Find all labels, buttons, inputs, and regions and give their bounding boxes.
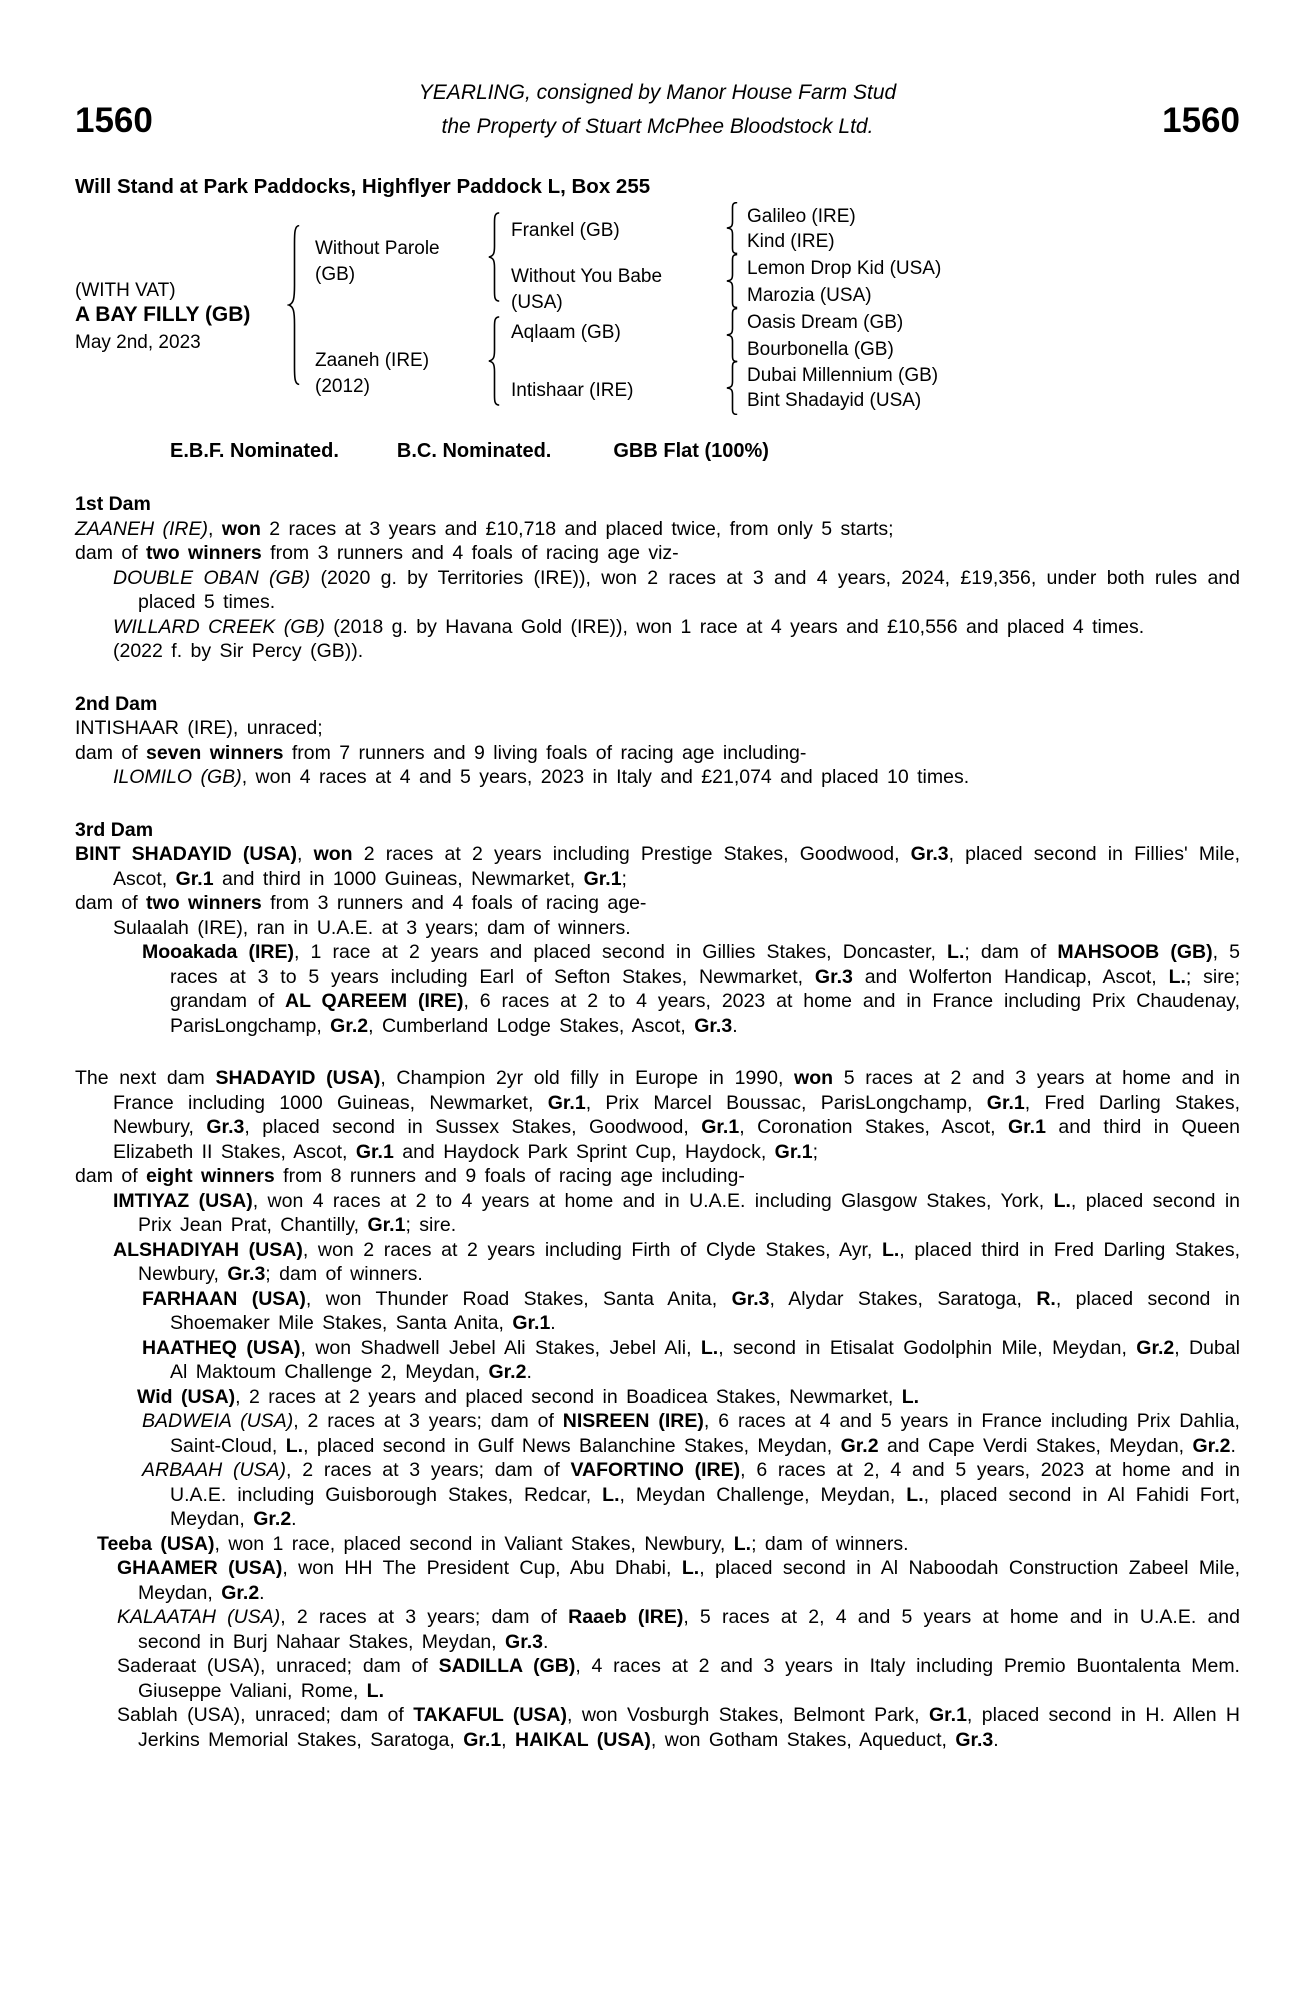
dam-race-record: BINT SHADAYID (USA), won 2 races at 2 years including Prestige Stakes, Goodwood, Gr.3, placed second in Fillies' Mile, Ascot, Gr.1 and third in 1000 Guineas, Newmarket, Gr.1; bbox=[75, 843, 1240, 890]
progeny-entry-ghaamer: GHAAMER (USA), won HH The President Cup, Abu Dhabi, L., placed second in Al Naboodah Construction Zabeel Mile, Meydan, Gr.2. bbox=[117, 1557, 1240, 1604]
lot-number-right: 1560 bbox=[1162, 101, 1240, 140]
next-dam-race-record: The next dam SHADAYID (USA), Champion 2yr old filly in Europe in 1990, won 5 races at 2 and 3 years at home and in France including 1000 Guineas, Newmarket, Gr.1, Prix Marcel Boussac, ParisLongchamp, Gr.1, Fred Darling Stakes, Newbury, Gr.3, placed second in Sussex Stakes, Goodwood, Gr.1, Coronation Stakes, Ascot, Gr.1 and third in Queen Elizabeth II Stakes, Ascot, Gr.1 and Haydock Park Sprint Cup, Haydock, Gr.1; bbox=[75, 1067, 1241, 1163]
sire-name bbox=[315, 236, 440, 288]
second-dam-section bbox=[75, 692, 1240, 790]
great-grandparent-name: Bint Shadayid (USA) bbox=[747, 390, 922, 411]
third-dam-heading: 3rd Dam bbox=[75, 818, 154, 841]
progeny-entry-imtiyaz: IMTIYAZ (USA), won 4 races at 2 to 4 years at home and in U.A.E. including Glasgow Stakes, York, L., placed second in Prix Jean Prat, Chantilly, Gr.1; sire. bbox=[113, 1189, 1241, 1236]
lot-number-left: 1560 bbox=[75, 101, 153, 140]
pedigree-brace-gg4 bbox=[725, 361, 740, 415]
vat-note: (WITH VAT) bbox=[75, 280, 176, 301]
progeny-entry-willard-creek: WILLARD CREEK (GB) (2018 g. by Havana Gold (IRE)), won 1 race at 4 years and £10,556 and placed 4 times. bbox=[113, 615, 1145, 638]
nominations-line bbox=[170, 439, 1240, 464]
dam-name-line1: Zaaneh (IRE) bbox=[315, 350, 430, 371]
header bbox=[75, 80, 1240, 154]
progeny-entry-sulaalah: Sulaalah (IRE), ran in U.A.E. at 3 years; dam of winners. bbox=[113, 916, 631, 939]
great-grandparent-name: Dubai Millennium (GB) bbox=[747, 365, 939, 386]
first-dam-section bbox=[75, 492, 1240, 664]
progeny-entry-sablah: Sablah (USA), unraced; dam of TAKAFUL (USA), won Vosburgh Stakes, Belmont Park, Gr.1, placed second in H. Allen H Jerkins Memorial Stakes, Saratoga, Gr.1, HAIKAL (USA), won Gotham Stakes, Aqueduct, Gr.3. bbox=[117, 1704, 1241, 1751]
next-dam-section bbox=[75, 1066, 1240, 1752]
subject-horse-name: A BAY FILLY (GB) bbox=[75, 303, 251, 326]
progeny-entry-arbaah: ARBAAH (USA), 2 races at 3 years; dam of VAFORTINO (IRE), 6 races at 2, 4 and 5 years, 2023 at home and in U.A.E. including Guisborough Stakes, Redcar, L., Meydan Challenge, Meydan, L., placed second in Al Fahidi Fort, Meydan, Gr.2. bbox=[142, 1459, 1240, 1530]
dam-dam-name: Intishaar (IRE) bbox=[511, 380, 634, 401]
sire-dam-name-line2: (USA) bbox=[511, 292, 563, 313]
sire-name-line2: (GB) bbox=[315, 264, 356, 285]
sire-dam-name-line1: Without You Babe bbox=[511, 266, 663, 287]
foaling-date: May 2nd, 2023 bbox=[75, 332, 201, 353]
progeny-entry-saderaat: Saderaat (USA), unraced; dam of SADILLA (GB), 4 races at 2 and 3 years in Italy including Premio Buontalenta Mem. Giuseppe Valiani, Rome, L. bbox=[117, 1655, 1240, 1702]
dam-race-record: ZAANEH (IRE), won 2 races at 3 years and £10,718 and placed twice, from only 5 starts; bbox=[75, 517, 894, 540]
property-line: the Property of Stuart McPhee Bloodstock Ltd. bbox=[441, 115, 874, 138]
dam-sire-name: Aqlaam (GB) bbox=[511, 322, 621, 343]
first-dam-heading: 1st Dam bbox=[75, 493, 151, 515]
progeny-entry-teeba: Teeba (USA), won 1 race, placed second in Valiant Stakes, Newbury, L.; dam of winners. bbox=[97, 1532, 909, 1555]
pedigree-brace-gg3 bbox=[725, 308, 740, 362]
pedigree-brace-subject bbox=[287, 224, 302, 386]
progeny-entry-alshadiyah: ALSHADIYAH (USA), won 2 races at 2 years including Firth of Clyde Stakes, Ayr, L., placed third in Fred Darling Stakes, Newbury, Gr.3; dam of winners. bbox=[113, 1238, 1240, 1285]
progeny-entry-wid: Wid (USA), 2 races at 2 years and placed second in Boadicea Stakes, Newmarket, L. bbox=[137, 1385, 920, 1408]
dam-produce-summary: dam of two winners from 3 runners and 4 foals of racing age viz- bbox=[75, 542, 679, 564]
pedigree-table bbox=[75, 199, 1240, 423]
pedigree-brace-gg1 bbox=[725, 202, 740, 254]
dam-produce-summary: dam of two winners from 3 runners and 4 foals of racing age- bbox=[75, 892, 647, 914]
progeny-entry-ilomilo: ILOMILO (GB), won 4 races at 4 and 5 years, 2023 in Italy and £21,074 and placed 10 times. bbox=[113, 766, 970, 788]
progeny-entry-double-oban: DOUBLE OBAN (GB) (2020 g. by Territories (IRE)), won 2 races at 3 and 4 years, 2024, £19,356, under both rules and placed 5 times. bbox=[113, 566, 1240, 613]
ebf-nominated-label: E.B.F. Nominated. bbox=[170, 440, 339, 462]
dam-produce-summary: dam of eight winners from 8 runners and 9 foals of racing age including- bbox=[75, 1165, 745, 1187]
second-dam-heading: 2nd Dam bbox=[75, 692, 158, 715]
sire-dam-name bbox=[511, 264, 662, 316]
progeny-entry-2022-filly: (2022 f. by Sir Percy (GB)). bbox=[113, 640, 364, 662]
progeny-entry-haatheq: HAATHEQ (USA), won Shadwell Jebel Ali Stakes, Jebel Ali, L., second in Etisalat Godolphin Mile, Meydan, Gr.2, Dubal Al Maktoum Challenge 2, Meydan, Gr.2. bbox=[142, 1336, 1240, 1383]
pedigree-brace-dam bbox=[487, 316, 502, 406]
dam-produce-summary: dam of seven winners from 7 runners and 9 living foals of racing age including- bbox=[75, 741, 807, 764]
great-grandparent-name: Galileo (IRE) bbox=[747, 206, 856, 227]
great-grandparent-name: Lemon Drop Kid (USA) bbox=[747, 258, 942, 279]
great-grandparent-name: Kind (IRE) bbox=[747, 231, 835, 252]
sire-name-line1: Without Parole bbox=[315, 238, 440, 259]
great-grandparent-name: Bourbonella (GB) bbox=[747, 339, 894, 360]
pedigree-brace-sire bbox=[487, 212, 502, 302]
stand-location-line: Will Stand at Park Paddocks, Highflyer Paddock L, Box 255 bbox=[75, 175, 651, 198]
progeny-entry-badweia: BADWEIA (USA), 2 races at 3 years; dam of NISREEN (IRE), 6 races at 4 and 5 years in France including Prix Dahlia, Saint-Cloud, L., placed second in Gulf News Balanchine Stakes, Meydan, Gr.2 and Cape Verdi Stakes, Meydan, Gr.2. bbox=[142, 1410, 1240, 1457]
third-dam-section bbox=[75, 818, 1240, 1039]
great-grandparent-name: Marozia (USA) bbox=[747, 285, 872, 306]
gbb-flat-label: GBB Flat (100%) bbox=[613, 440, 769, 462]
dam-race-record: INTISHAAR (IRE), unraced; bbox=[75, 717, 323, 739]
dam-name-line2: (2012) bbox=[315, 376, 370, 397]
progeny-entry-kalaatah: KALAATAH (USA), 2 races at 3 years; dam of Raaeb (IRE), 5 races at 2, 4 and 5 years at home and in U.A.E. and second in Burj Nahaar Stakes, Meydan, Gr.3. bbox=[117, 1606, 1240, 1653]
sire-sire-name: Frankel (GB) bbox=[511, 220, 620, 241]
progeny-entry-mooakada: Mooakada (IRE), 1 race at 2 years and placed second in Gillies Stakes, Doncaster, L.; dam of MAHSOOB (GB), 5 races at 3 to 5 years including Earl of Sefton Stakes, Newmarket, Gr.3 and Wolferton Handicap, Ascot, L.; sire; grandam of AL QAREEM (IRE), 6 races at 2 to 4 years, 2023 at home and in France including Prix Chaudenay, ParisLongchamp, Gr.2, Cumberland Lodge Stakes, Ascot, Gr.3. bbox=[142, 941, 1241, 1037]
bc-nominated-label: B.C. Nominated. bbox=[396, 440, 552, 462]
progeny-entry-farhaan: FARHAAN (USA), won Thunder Road Stakes, Santa Anita, Gr.3, Alydar Stakes, Saratoga, R., placed second in Shoemaker Mile Stakes, Santa Anita, Gr.1. bbox=[142, 1287, 1240, 1334]
dam-name bbox=[315, 348, 429, 400]
great-grandparent-name: Oasis Dream (GB) bbox=[747, 312, 904, 333]
consignor-line: YEARLING, consigned by Manor House Farm Stud bbox=[418, 81, 897, 104]
pedigree-brace-gg2 bbox=[725, 254, 740, 308]
